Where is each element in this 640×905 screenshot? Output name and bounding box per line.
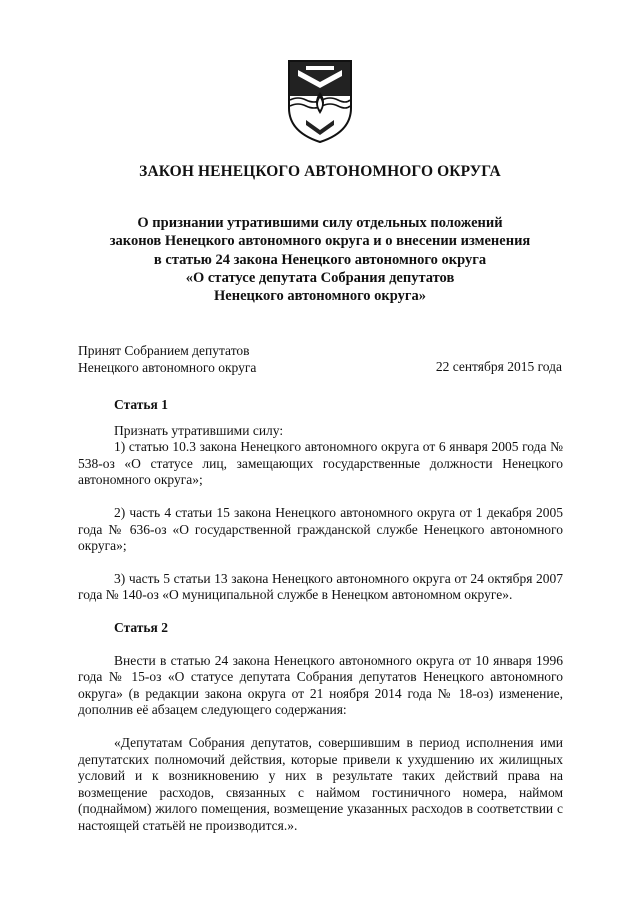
- article-1-intro: Признать утратившими силу:: [114, 422, 284, 438]
- subtitle-line: «О статусе депутата Собрания депутатов: [185, 269, 455, 286]
- subtitle-line: Ненецкого автономного округа»: [214, 288, 426, 305]
- article-1-heading: Статья 1: [114, 397, 168, 412]
- coat-of-arms-emblem: [286, 58, 354, 144]
- article-1-item: 3) часть 5 статьи 13 закона Ненецкого автономного округа от 24 октября 2007 года № 140-оз «О муниципальной службе в Ненецком автономном округе».: [78, 570, 563, 603]
- article-2-heading: Статья 2: [114, 619, 168, 635]
- subtitle-line: в статью 24 закона Ненецкого автономного округа: [153, 251, 487, 268]
- adoption-note: [78, 343, 256, 376]
- subtitle-line: законов Ненецкого автономного округа и о внесении изменения: [109, 233, 531, 250]
- article-2-quote: «Депутатам Собрания депутатов, совершившим в период исполнения ими депутатских полномочий действия, которые привели к ухудшению их жилищных условий и к возникновению у них в результате таких действий права на возмещение расходов, связанных с наймом гостиничного номера, наймом (поднаймом) жилого помещения, возмещение указанных расходов в соответствии с настоящей статьёй не производится.».: [78, 734, 563, 833]
- document-title: ЗАКОН НЕНЕЦКОГО АВТОНОМНОГО ОКРУГА: [139, 163, 501, 180]
- document-subtitle: [60, 214, 580, 305]
- document-body: [78, 397, 563, 834]
- article-2-paragraph: Внести в статью 24 закона Ненецкого автономного округа от 10 января 1996 года № 15-оз «О статусе депутата Собрания депутатов Ненецкого автономного округа» (в редакции закона округа от 21 ноября 2014 года № 18-оз) изменение, дополнив её абзацем следующего содержания:: [78, 652, 563, 718]
- adoption-line: Ненецкого автономного округа: [78, 359, 257, 375]
- coat-of-arms-icon: [286, 58, 354, 144]
- adoption-line: Принят Собранием депутатов: [78, 343, 250, 358]
- article-1-item: 1) статью 10.3 закона Ненецкого автономного округа от 6 января 2005 года № 538-оз «О статусе лиц, замещающих государственные должности Ненецкого автономного округа»;: [78, 439, 563, 488]
- adoption-date: 22 сентября 2015 года: [435, 359, 562, 374]
- subtitle-line: О признании утратившими силу отдельных положений: [137, 215, 503, 231]
- article-1-item: 2) часть 4 статьи 15 закона Ненецкого автономного округа от 1 декабря 2005 года № 636-оз «О государственной гражданской службе Ненецкого автономного округа»;: [78, 504, 563, 554]
